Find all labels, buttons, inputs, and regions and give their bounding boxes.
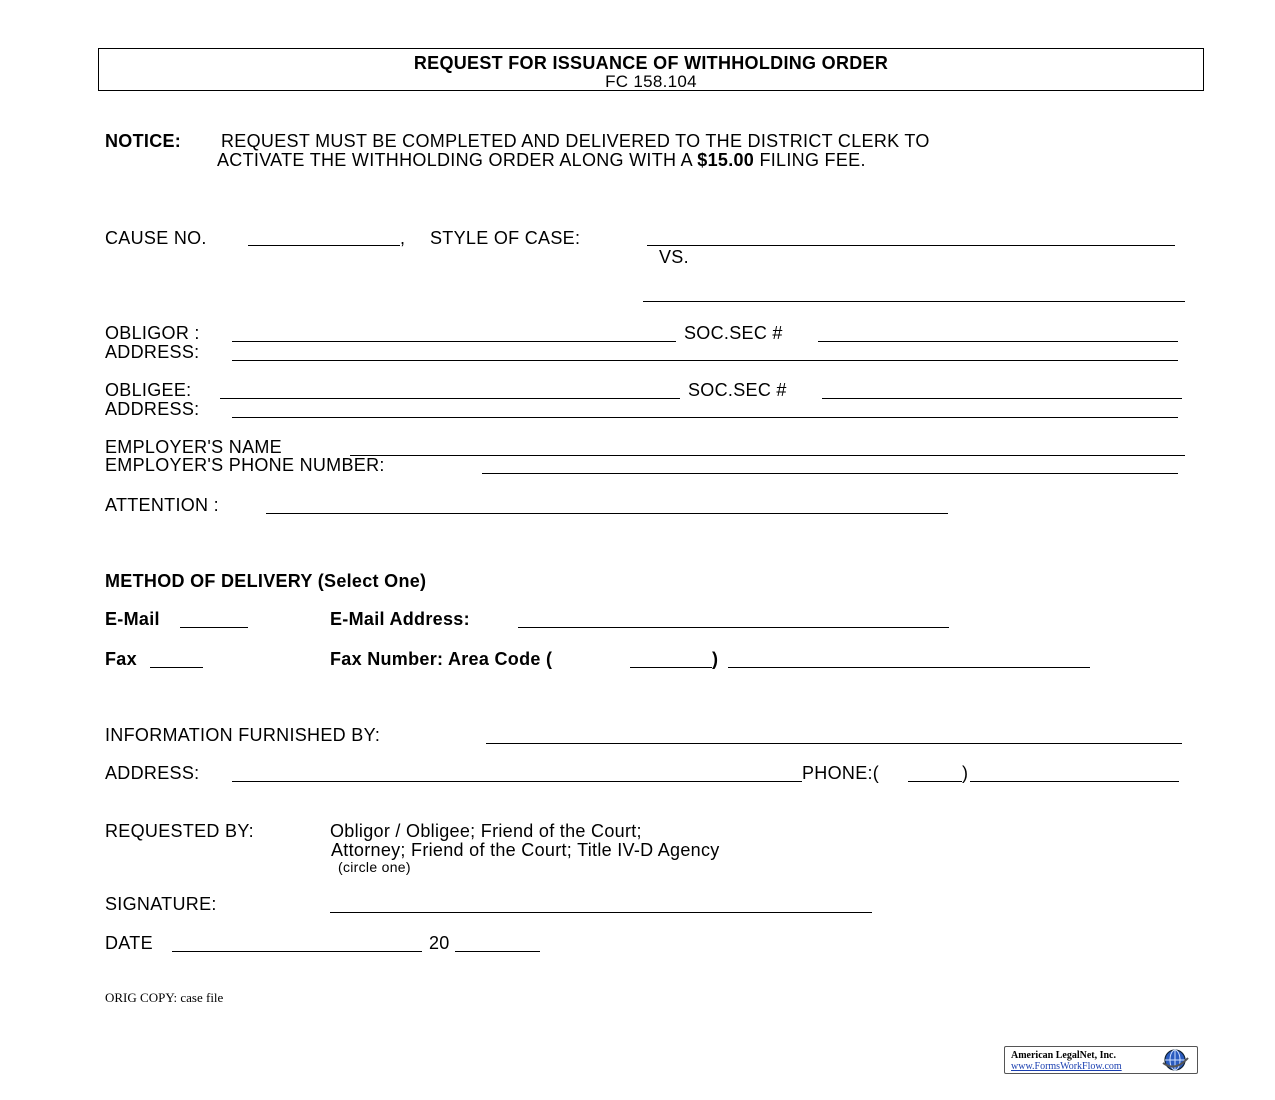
furnished-phone-label: PHONE:(: [802, 763, 880, 783]
employer-name-label: EMPLOYER'S NAME: [105, 437, 282, 457]
logo-company-name: American LegalNet, Inc.: [1011, 1050, 1116, 1061]
date-label: DATE: [105, 933, 153, 953]
furnished-by-label: INFORMATION FURNISHED BY:: [105, 725, 381, 745]
email-option-field[interactable]: [180, 627, 248, 628]
attention-label: ATTENTION :: [105, 495, 219, 515]
american-legalnet-logo[interactable]: [1004, 1046, 1198, 1074]
notice-label: NOTICE:: [105, 131, 182, 151]
obligor-label: OBLIGOR :: [105, 323, 200, 343]
form-header: [98, 48, 1204, 91]
cause-no-field[interactable]: [248, 245, 400, 246]
email-option-label: E-Mail: [105, 609, 160, 629]
globe-icon: [1160, 1048, 1190, 1072]
fax-area-close: ): [712, 649, 719, 669]
furnished-phone-close: ): [962, 763, 969, 783]
form-code: FC 158.104: [605, 72, 697, 91]
form-title: REQUEST FOR ISSUANCE OF WITHHOLDING ORDER: [413, 53, 889, 73]
employer-phone-field[interactable]: [482, 473, 1178, 474]
signature-field[interactable]: [330, 912, 872, 913]
furnished-address-field[interactable]: [232, 781, 802, 782]
email-address-label: E-Mail Address:: [330, 609, 470, 629]
fax-area-code-field[interactable]: [630, 667, 712, 668]
fax-option-label: Fax: [105, 649, 137, 669]
furnished-by-field[interactable]: [486, 743, 1182, 744]
obligee-ssn-label: SOC.SEC #: [688, 380, 787, 400]
orig-copy-note: ORIG COPY: case file: [105, 990, 224, 1005]
date-field[interactable]: [172, 951, 422, 952]
obligor-address-field[interactable]: [232, 360, 1178, 361]
style-of-case-plaintiff-field[interactable]: [647, 245, 1175, 246]
logo-url-link[interactable]: www.FormsWorkFlow.com: [1011, 1061, 1122, 1072]
obligor-ssn-label: SOC.SEC #: [684, 323, 783, 343]
cause-comma: ,: [400, 228, 406, 248]
obligor-ssn-field[interactable]: [818, 341, 1178, 342]
cause-no-label: CAUSE NO.: [105, 228, 207, 248]
obligee-address-field[interactable]: [232, 417, 1178, 418]
obligee-address-label: ADDRESS:: [105, 399, 200, 419]
circle-one-note: (circle one): [338, 859, 411, 875]
attention-field[interactable]: [266, 513, 948, 514]
fax-option-field[interactable]: [150, 667, 203, 668]
furnished-phone-field[interactable]: [970, 781, 1179, 782]
date-year-prefix: 20: [429, 933, 450, 953]
vs-label: VS.: [659, 247, 689, 267]
requested-by-line-2[interactable]: Attorney; Friend of the Court; Title IV-D Agency: [331, 840, 720, 860]
email-address-field[interactable]: [518, 627, 949, 628]
signature-label: SIGNATURE:: [105, 894, 217, 914]
notice-line-2: [217, 151, 866, 169]
fax-number-label: Fax Number: Area Code (: [330, 649, 553, 669]
style-of-case-label: STYLE OF CASE:: [430, 228, 581, 248]
requested-by-label: REQUESTED BY:: [105, 821, 254, 841]
notice-line-2-post: FILING FEE.: [759, 150, 866, 170]
fax-number-field[interactable]: [728, 667, 1090, 668]
filing-fee: $15.00: [697, 150, 755, 170]
furnished-address-label: ADDRESS:: [105, 763, 200, 783]
obligee-name-field[interactable]: [220, 398, 680, 399]
employer-name-field[interactable]: [350, 455, 1185, 456]
delivery-heading: METHOD OF DELIVERY (Select One): [105, 571, 427, 591]
obligor-name-field[interactable]: [232, 341, 676, 342]
notice-line-2-pre: ACTIVATE THE WITHHOLDING ORDER ALONG WITH A: [217, 150, 692, 170]
style-of-case-defendant-field[interactable]: [643, 301, 1185, 302]
obligee-label: OBLIGEE:: [105, 380, 192, 400]
notice-line-1: REQUEST MUST BE COMPLETED AND DELIVERED TO THE DISTRICT CLERK TO: [221, 131, 930, 151]
obligor-address-label: ADDRESS:: [105, 342, 200, 362]
requested-by-line-1[interactable]: Obligor / Obligee; Friend of the Court;: [330, 821, 642, 841]
obligee-ssn-field[interactable]: [822, 398, 1182, 399]
furnished-phone-area-field[interactable]: [908, 781, 962, 782]
date-year-field[interactable]: [455, 951, 540, 952]
employer-phone-label: EMPLOYER'S PHONE NUMBER:: [105, 455, 385, 475]
